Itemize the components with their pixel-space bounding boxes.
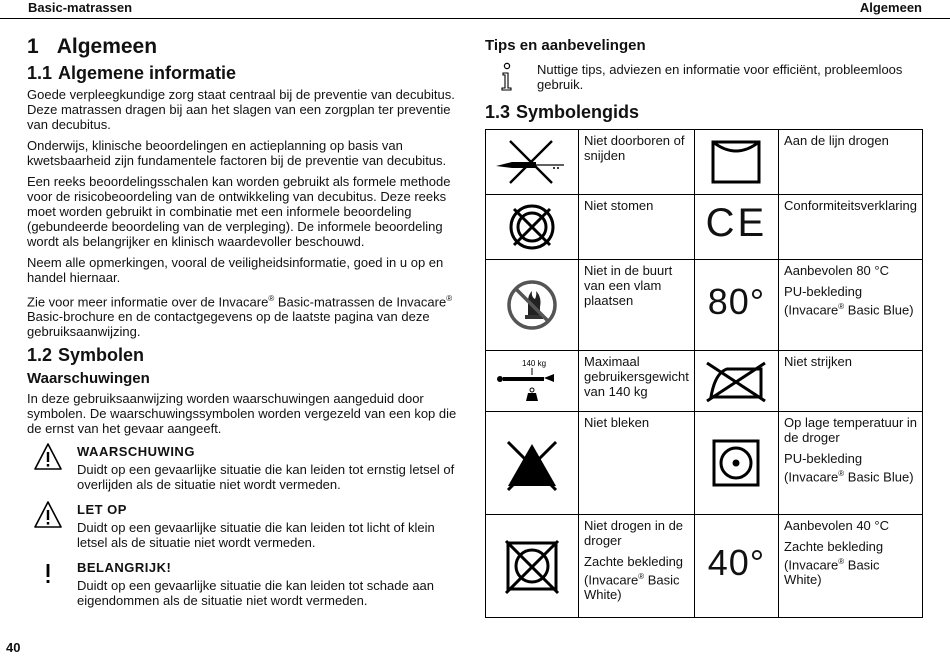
caution-text: Duidt op een gevaarlijke situatie die kan leiden tot licht of klein letsel als de situatie niet wordt vermeden.: [77, 520, 435, 551]
section-title: Algemeen: [56, 35, 158, 58]
do-not-tumble-dry-icon: [500, 535, 564, 597]
paragraph: Goede verpleegkundige zorg staat centraal bij de preventie van decubitus. Deze matrassen dragen bij aan het slagen van een zorgplan ter preventie van decubitus.: [27, 87, 455, 132]
symbol-description: Aanbevolen 80 °C PU-bekleding (Invacare® Basic Blue): [779, 260, 923, 351]
symbol-cell: [694, 515, 778, 618]
symbol-description: Niet drogen in de droger Zachte bekleding (Invacare® Basic White): [579, 515, 695, 618]
symbol-description: Aan de lijn drogen: [779, 130, 923, 195]
symbol-description: Niet stomen: [579, 195, 695, 260]
important-text: Duidt op een gevaarlijke situatie die kan leiden tot schade aan eigendommen als de situatie niet wordt vermeden.: [77, 578, 435, 609]
section-number: 1.1: [27, 63, 53, 83]
paragraph: In deze gebruiksaanwijzing worden waarschuwingen aangeduid door symbolen. De waarschuwingssymbolen worden vergezeld van een kop die de ernst van het gevaar aangeeft.: [27, 391, 457, 437]
do-not-iron-icon: [701, 357, 771, 405]
symbol-cell: [694, 260, 778, 351]
table-row: [486, 412, 923, 515]
ce-mark-icon: CE: [705, 200, 768, 245]
symbol-description: Niet in de buurt van een vlam plaatsen: [579, 260, 695, 351]
section-title: Algemene informatie: [58, 63, 237, 83]
info-icon: [495, 62, 519, 92]
subsection-title: Waarschuwingen: [27, 370, 150, 388]
wash-40-degrees-icon: 40°: [707, 541, 766, 583]
tips-text: Nuttige tips, adviezen en informatie voor efficiënt, probleemloos gebruik.: [537, 62, 903, 92]
table-row: [486, 260, 923, 351]
symbol-description: Conformiteitsverklaring: [779, 195, 923, 260]
tips-block: [485, 62, 925, 92]
symbol-description: Niet strijken: [779, 351, 923, 412]
symbol-description: Maximaal gebruikersgewicht van 140 kg: [579, 351, 695, 412]
running-header-right: Algemeen: [859, 0, 922, 15]
symbol-table: [485, 129, 923, 618]
do-not-pierce-icon: [492, 135, 572, 189]
section-1-2-heading: [27, 345, 467, 366]
section-title: Symbolen: [58, 345, 145, 366]
symbol-cell: [694, 351, 778, 412]
caution-triangle-icon: [33, 500, 63, 530]
symbol-cell: [486, 195, 579, 260]
tips-title: Tips en aanbevelingen: [485, 37, 646, 54]
warning-triangle-icon: [33, 442, 63, 472]
paragraph: Een reeks beoordelingsschalen kan worden gebruikt als formele methode voor de risicobeoordeling van de ontwikkeling van decubitus. Deze reeks moet worden gebruikt in combinatie met een informele beoordeling (gebundeerde beoordeling van de verpleging). De informele beoordeling wordt als belangrijker en klinisch waardevoller beschouwd.: [27, 174, 451, 249]
symbol-cell: [694, 130, 778, 195]
symbol-description: Aanbevolen 40 °C Zachte bekleding (Invacare® Basic White): [779, 515, 923, 618]
symbol-cell: [486, 515, 579, 618]
symbol-description: Niet bleken: [579, 412, 695, 515]
caution-title: LET OP: [77, 502, 127, 518]
paragraph: Neem alle opmerkingen, vooral de veiligheidsinformatie, goed in u op en handel hiernaar.: [27, 255, 444, 285]
symbol-cell: [486, 130, 579, 195]
exclamation-icon: [33, 558, 63, 588]
section-title: Symbolengids: [516, 102, 640, 122]
important-block: [27, 560, 467, 608]
warning-title: WAARSCHUWING: [77, 444, 195, 460]
section-1-1-heading: [27, 63, 467, 84]
section-number: 1: [27, 35, 39, 58]
caution-block: [27, 502, 467, 550]
max-user-weight-icon: [492, 357, 572, 405]
important-title: BELANGRIJK!: [77, 560, 172, 576]
section-number: 1.2: [27, 345, 53, 366]
section-1-heading: [27, 35, 467, 59]
symbol-description: Niet doorboren of snijden: [579, 130, 695, 195]
paragraph-invacare: Zie voor meer informatie over de Invacare® Basic-matrassen de Invacare® Basic-brochure en de contactgegevens op de laatste pagina van deze gebruiksaanwijzing.: [27, 294, 453, 340]
left-column: [27, 35, 467, 618]
table-row: [486, 351, 923, 412]
running-header-left: Basic-matrassen: [28, 0, 133, 15]
section-number: 1.3: [485, 102, 511, 122]
section-1-3-heading: [485, 102, 925, 123]
symbol-cell: [486, 412, 579, 515]
page-number: 40: [6, 640, 21, 655]
warning-text: Duidt op een gevaarlijke situatie die kan leiden tot ernstig letsel of overlijden als de situatie niet wordt vermeden.: [77, 462, 455, 493]
do-not-bleach-icon: [500, 434, 564, 492]
symbol-cell: [486, 351, 579, 412]
paragraph: Onderwijs, klinische beoordelingen en actieplanning op basis van kwetsbaarheid zijn fundamentele factoren bij de preventie van decubitus.: [27, 138, 447, 168]
symbol-cell: [694, 195, 778, 260]
svg-text:140 kg: 140 kg: [522, 359, 547, 368]
header-rule: [0, 18, 950, 19]
symbol-cell: [486, 260, 579, 351]
warning-block: [27, 444, 467, 492]
table-row: [486, 195, 923, 260]
symbol-description: Op lage temperatuur in de droger PU-bekleding (Invacare® Basic Blue): [779, 412, 923, 515]
wash-80-degrees-icon: 80°: [707, 280, 766, 322]
symbol-cell: [694, 412, 778, 515]
table-row: [486, 130, 923, 195]
line-dry-icon: [706, 136, 766, 188]
table-row: [486, 515, 923, 618]
tumble-dry-low-icon: [708, 435, 764, 491]
right-column: [485, 35, 925, 618]
no-open-flame-icon: [504, 277, 560, 333]
do-not-steam-icon: [502, 199, 562, 255]
